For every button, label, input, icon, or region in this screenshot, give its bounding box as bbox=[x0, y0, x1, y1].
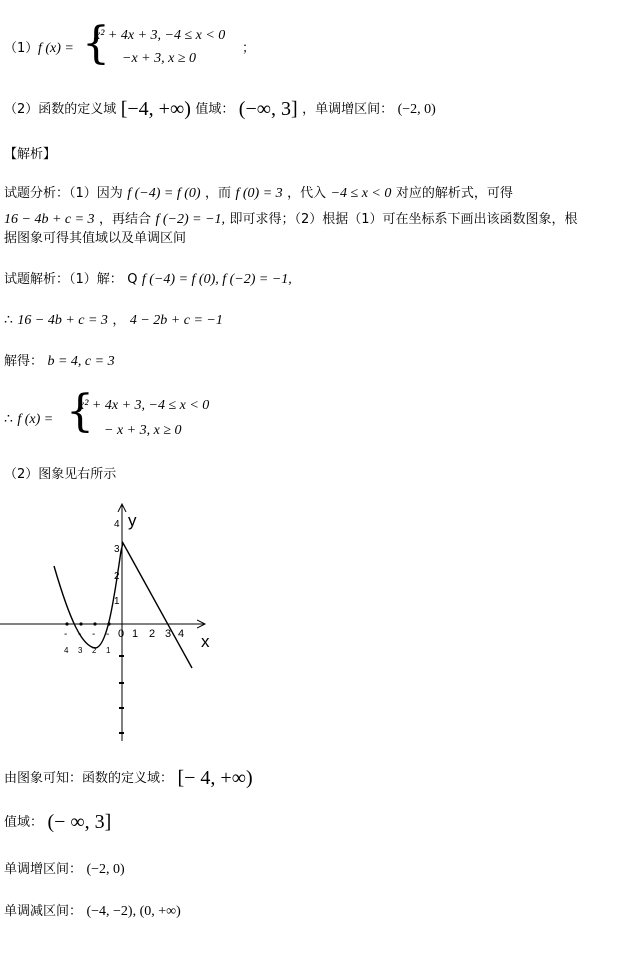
analysis-text: 对应的解析式，可得 bbox=[395, 186, 513, 201]
solution-text: ， bbox=[112, 313, 126, 328]
solution-math: 4 − 2b + c = −1 bbox=[129, 313, 223, 328]
solution-case2: − x + 3, x ≥ 0 bbox=[104, 423, 182, 438]
y-tick-label: 1 bbox=[114, 596, 120, 607]
part2-range-label: 值域： bbox=[195, 102, 235, 117]
x-tick-sign: - bbox=[64, 629, 68, 640]
conclusion-value: (− ∞, 3] bbox=[47, 811, 112, 833]
x-tick-digit: 1 bbox=[106, 646, 111, 655]
function-graph bbox=[0, 496, 630, 766]
origin-label: 0 bbox=[118, 628, 125, 640]
part2-range: (−∞, 3] bbox=[238, 98, 298, 120]
analysis-text: 即可求得；（2）根据（1）可在坐标系下画出该函数图象，根 bbox=[229, 212, 578, 227]
x-tick-sign: - bbox=[106, 629, 110, 640]
conclusion-value: (−2, 0) bbox=[86, 862, 125, 877]
conclusion-label: 由图象可知：函数的定义域： bbox=[4, 771, 174, 786]
analysis-math: f (−4) = f (0) bbox=[127, 186, 201, 201]
x-tick-label: 4 bbox=[178, 628, 185, 640]
x-tick-labels-negative bbox=[64, 629, 111, 655]
analysis-line3: 据图象可得其值域以及单调区间 bbox=[4, 231, 187, 246]
solution-line5: （2）图象见右所示 bbox=[4, 467, 117, 482]
conclusion-value: (−4, −2), (0, +∞) bbox=[86, 904, 181, 919]
solution-text: 试题解析：（1）解： bbox=[4, 272, 123, 287]
part1-prefix: （1） bbox=[4, 41, 39, 56]
conclusion-domain bbox=[4, 769, 253, 788]
analysis-math: −4 ≤ x < 0 bbox=[330, 186, 392, 201]
analysis-math: f (0) = 3 bbox=[235, 186, 283, 201]
analysis-heading: 【解析】 bbox=[4, 147, 57, 162]
x-tick-label: 3 bbox=[165, 628, 172, 640]
part2-answer bbox=[4, 100, 436, 119]
conclusion-label: 单调增区间： bbox=[4, 862, 83, 877]
y-tick-label: 2 bbox=[114, 571, 120, 582]
line-branch bbox=[121, 543, 192, 668]
x-tick-digit: 4 bbox=[64, 646, 69, 655]
solution-math: 16 − 4b + c = 3 bbox=[17, 313, 108, 328]
conclusion-value: [− 4, +∞) bbox=[177, 767, 253, 789]
solution-math: f (−4) = f (0), f (−2) = −1, bbox=[141, 272, 292, 287]
therefore-symbol: ∴ bbox=[4, 411, 13, 427]
analysis-text: ，而 bbox=[205, 186, 232, 201]
since-symbol: Q bbox=[127, 272, 138, 287]
x-tick-sign: - bbox=[92, 629, 96, 640]
conclusion-range bbox=[4, 813, 111, 832]
solution-line2 bbox=[4, 311, 223, 330]
part1-piecewise bbox=[82, 18, 242, 74]
y-axis-label: y bbox=[128, 511, 137, 530]
y-tick-label: 4 bbox=[114, 519, 120, 530]
part1-suffix: ； bbox=[242, 41, 256, 56]
left-brace: { bbox=[66, 386, 94, 437]
part1-case1: x² + 4x + 3, −4 ≤ x < 0 bbox=[94, 28, 226, 43]
analysis-line2 bbox=[4, 210, 578, 229]
analysis-math: 16 − 4b + c = 3 bbox=[4, 212, 95, 227]
part2-domain: [−4, +∞) bbox=[120, 98, 191, 120]
therefore-symbol: ∴ bbox=[4, 312, 13, 328]
conclusion-label: 单调减区间： bbox=[4, 904, 83, 919]
conclusion-increasing bbox=[4, 860, 125, 879]
x-axis-label: x bbox=[201, 632, 210, 651]
part1-fx: f (x) = bbox=[38, 41, 74, 56]
analysis-text: ，代入 bbox=[287, 186, 327, 201]
analysis-text: 试题分析：（1）因为 bbox=[4, 186, 123, 201]
analysis-line1 bbox=[4, 184, 513, 203]
solution-fx: f (x) = bbox=[17, 412, 54, 427]
solution-line4 bbox=[4, 410, 53, 429]
x-tick-label: 2 bbox=[149, 628, 156, 640]
solution-line3 bbox=[4, 352, 115, 371]
solution-piecewise bbox=[66, 386, 236, 444]
analysis-text: ，再结合 bbox=[99, 212, 152, 227]
solution-case1: x² + 4x + 3, −4 ≤ x < 0 bbox=[78, 398, 210, 413]
left-brace: { bbox=[82, 18, 110, 69]
solution-line1 bbox=[4, 270, 292, 289]
x-tick-label: 1 bbox=[132, 628, 139, 640]
x-tick-digit: 3 bbox=[78, 646, 83, 655]
conclusion-label: 值域： bbox=[4, 815, 44, 830]
conclusion-decreasing bbox=[4, 902, 181, 921]
part2-prefix: （2）函数的定义域 bbox=[4, 102, 117, 117]
x-tick-digit: 2 bbox=[92, 646, 97, 655]
part1-case2: −x + 3, x ≥ 0 bbox=[122, 51, 197, 66]
y-tick-label: 3 bbox=[114, 544, 120, 555]
solution-text: 解得： bbox=[4, 354, 44, 369]
solution-math: b = 4, c = 3 bbox=[47, 354, 115, 369]
part2-inc: (−2, 0) bbox=[397, 102, 436, 117]
analysis-math: f (−2) = −1, bbox=[155, 212, 226, 227]
part2-inc-label: ，单调增区间： bbox=[302, 102, 394, 117]
x-tick-sign: - bbox=[78, 629, 82, 640]
